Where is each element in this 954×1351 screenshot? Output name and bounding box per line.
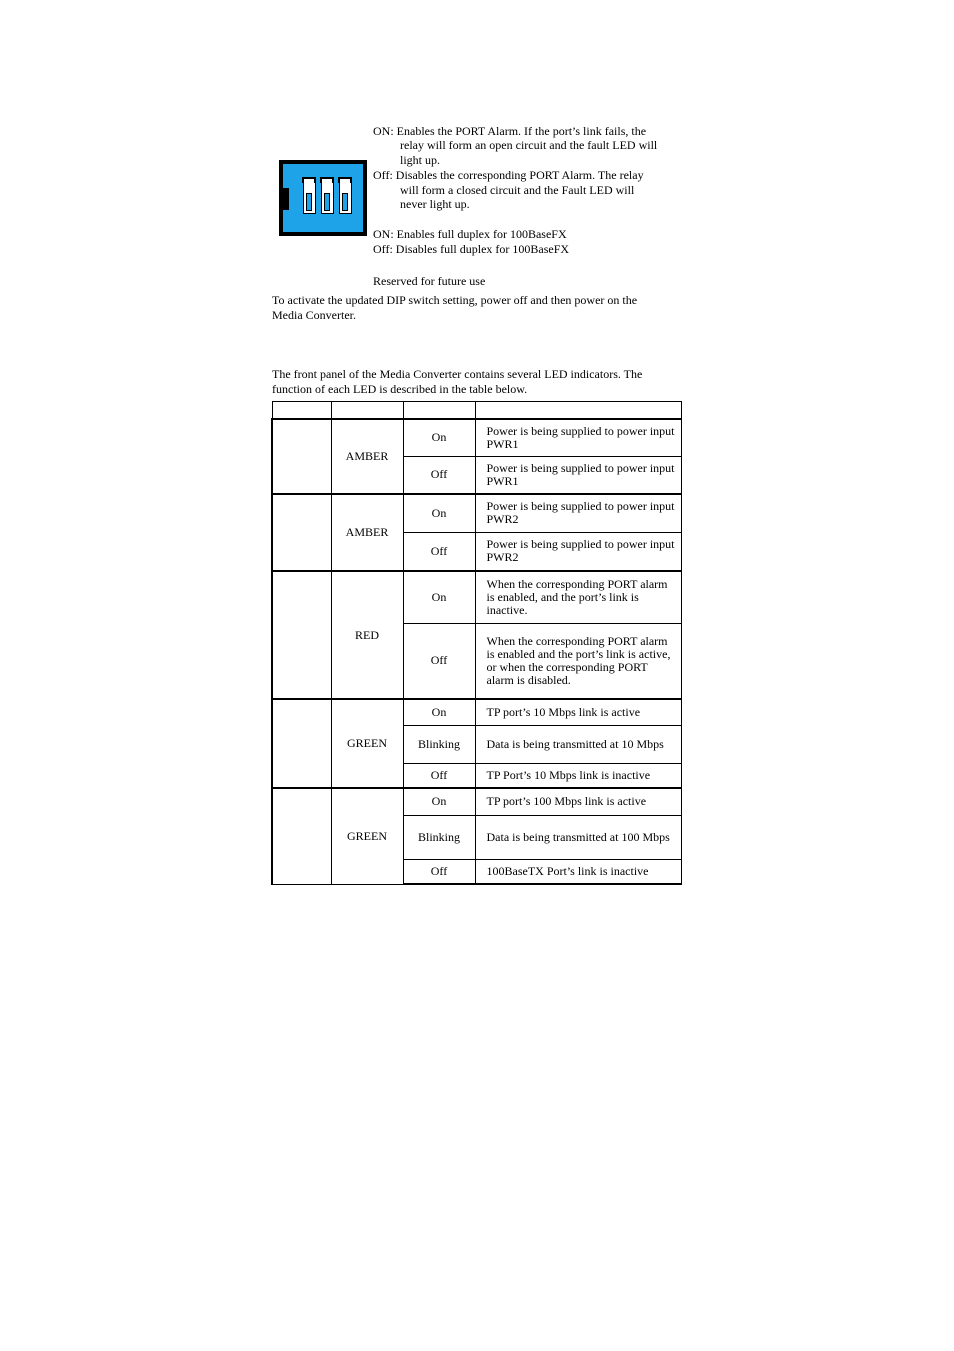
header-cell [475,402,681,420]
led-desc-cell: TP port’s 10 Mbps link is active [475,699,681,725]
led-state-cell: Off [403,623,475,699]
led-state-cell: On [403,699,475,725]
alarm-on-text: ON: Enables the PORT Alarm. If the port’s link fails, the [373,124,647,138]
header-cell [403,402,475,420]
led-name-cell [272,699,331,788]
led-color-cell: AMBER [331,494,403,571]
dip-switch-image [279,160,367,236]
activate-note-2: Media Converter. [272,308,356,322]
led-state-cell: On [403,788,475,815]
duplex-off-text: Off: Disables full duplex for 100BaseFX [373,242,570,256]
header-cell [331,402,403,420]
led-desc-cell: When the corresponding PORT alarm is enabled and the port’s link is active, or when the corresponding PORT alarm is disabled. [475,623,681,699]
dip-switch-notch [283,188,289,210]
table-row [272,699,681,725]
led-desc-cell: TP Port’s 10 Mbps link is inactive [475,763,681,788]
alarm-off-text-3: never light up. [400,197,470,211]
led-intro-2: function of each LED is described in the table below. [272,382,528,396]
alarm-off-text: Off: Disables the corresponding PORT Alarm. The relay [373,168,644,182]
led-intro: The front panel of the Media Converter contains several LED indicators. The [272,367,643,381]
led-name-cell [272,788,331,884]
led-state-cell: Off [403,456,475,494]
alarm-on-text-2: relay will form an open circuit and the fault LED will [400,138,658,152]
led-desc-cell: Power is being supplied to power input PWR1 [475,419,681,456]
led-desc-cell: When the corresponding PORT alarm is enabled, and the port’s link is inactive. [475,571,681,623]
led-desc-cell: 100BaseTX Port’s link is inactive [475,859,681,884]
alarm-on-text-3: light up. [400,153,441,167]
led-desc-cell: Data is being transmitted at 10 Mbps [475,725,681,763]
duplex-on-text: ON: Enables full duplex for 100BaseFX [373,227,567,241]
activate-note: To activate the updated DIP switch setting, power off and then power on the [272,293,638,307]
table-row [272,571,681,623]
dip-switch-toggle [303,180,316,214]
table-row [272,419,681,456]
led-desc-cell: Power is being supplied to power input PWR2 [475,532,681,571]
led-state-cell: On [403,571,475,623]
led-name-cell [272,571,331,699]
header-cell [272,402,331,420]
table-row [272,494,681,532]
led-state-cell: Blinking [403,815,475,859]
led-state-cell: On [403,419,475,456]
table-header-row [272,402,681,420]
led-table [271,401,682,885]
alarm-off-text-2: will form a closed circuit and the Fault LED will [400,183,635,197]
led-desc-cell: Power is being supplied to power input PWR1 [475,456,681,494]
led-state-cell: On [403,494,475,532]
led-color-cell: RED [331,571,403,699]
dip-switch-toggle [321,180,334,214]
led-state-cell: Off [403,763,475,788]
led-name-cell [272,419,331,494]
led-state-cell: Off [403,859,475,884]
dip-switch-toggle [339,180,352,214]
led-state-cell: Off [403,532,475,571]
led-color-cell: AMBER [331,419,403,494]
led-name-cell [272,494,331,571]
led-color-cell: GREEN [331,699,403,788]
led-state-cell: Blinking [403,725,475,763]
led-color-cell: GREEN [331,788,403,884]
reserved-text: Reserved for future use [373,274,486,288]
led-desc-cell: TP port’s 100 Mbps link is active [475,788,681,815]
led-desc-cell: Power is being supplied to power input PWR2 [475,494,681,532]
led-desc-cell: Data is being transmitted at 100 Mbps [475,815,681,859]
table-row [272,788,681,815]
